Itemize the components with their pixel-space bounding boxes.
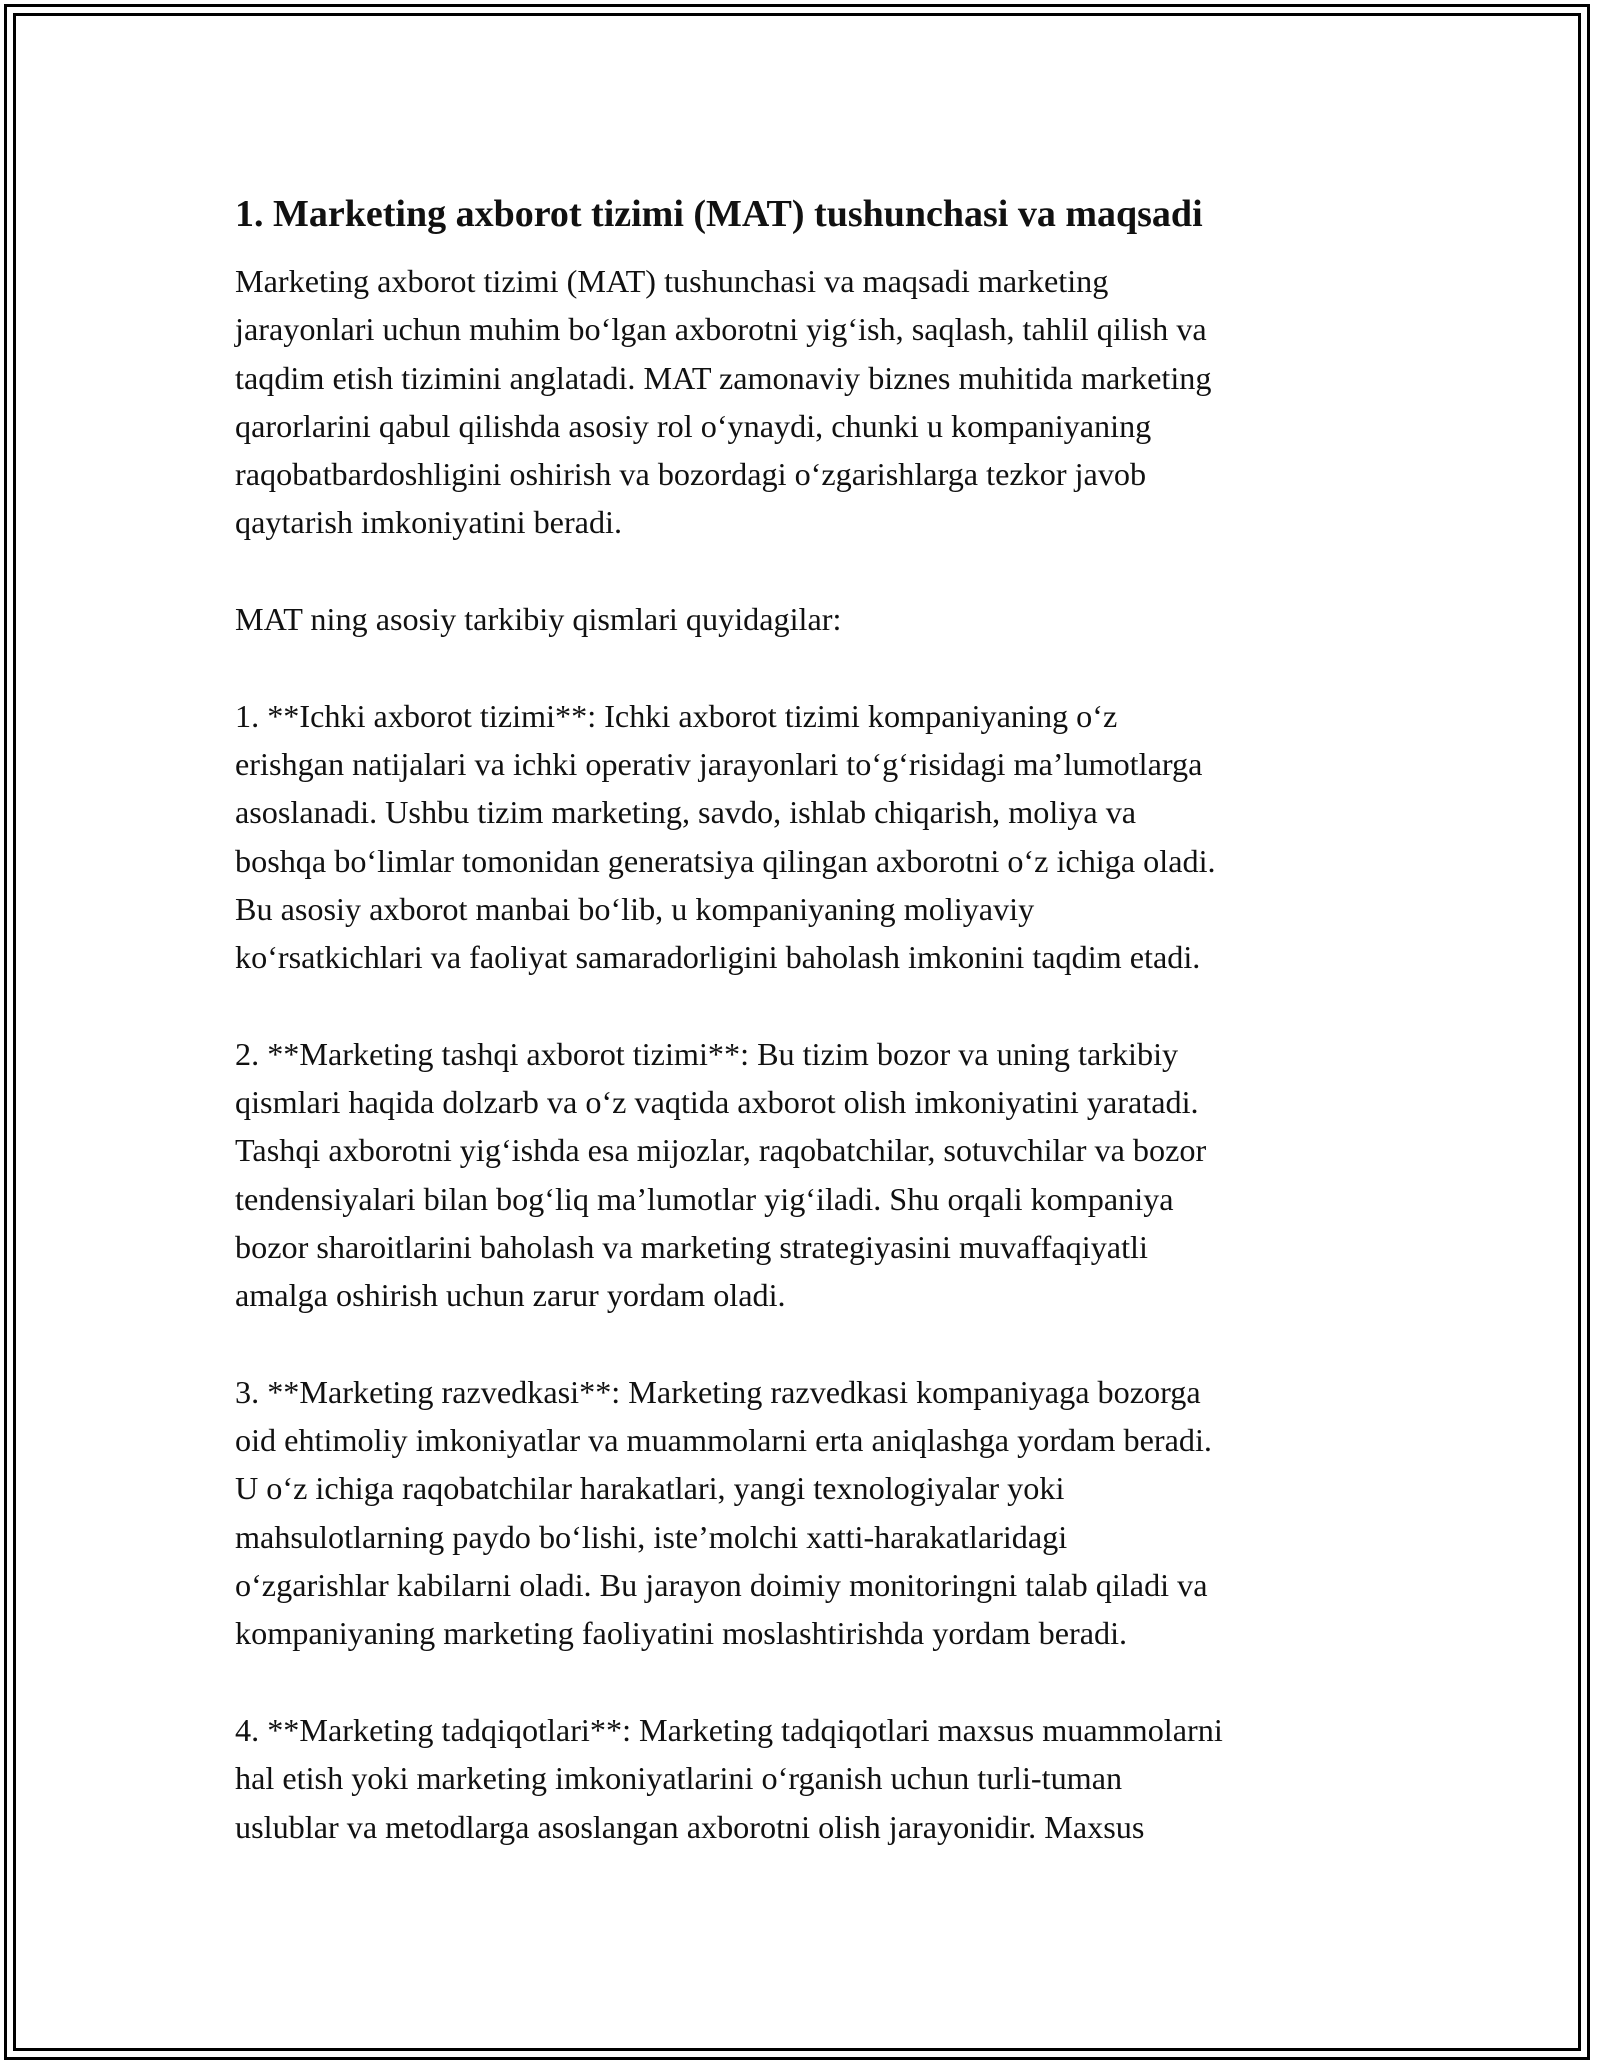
paragraph xyxy=(235,692,1365,982)
text-line: mahsulotlarning paydo bo‘lishi, iste’molchi xatti-harakatlaridagi xyxy=(235,1518,1068,1555)
text-line: qarorlarini qabul qilishda asosiy rol o‘ynaydi, chunki u kompaniyaning xyxy=(235,407,1152,444)
text-line: tendensiyalari bilan bog‘liq ma’lumotlar yig‘iladi. Shu orqali kompaniya xyxy=(235,1180,1174,1217)
section-heading: 1. Marketing axborot tizimi (MAT) tushunchasi va maqsadi xyxy=(235,193,1203,235)
document-body xyxy=(235,185,1365,1899)
text-line: 1. **Ichki axborot tizimi**: Ichki axborot tizimi kompaniyaning o‘z xyxy=(235,697,1118,734)
text-line: Marketing axborot tizimi (MAT) tushunchasi va maqsadi marketing xyxy=(235,263,1109,299)
text-line: jarayonlari uchun muhim bo‘lgan axborotni yig‘ish, saqlash, tahlil qilish va xyxy=(235,311,1207,348)
text-line: kompaniyaning marketing faoliyatini moslashtirishda yordam beradi. xyxy=(235,1615,1128,1652)
text-line: boshqa bo‘limlar tomonidan generatsiya qilingan axborotni o‘z ichiga oladi. xyxy=(235,842,1216,879)
text-line: U o‘z ichiga raqobatchilar harakatlari, yangi texnologiyalar yoki xyxy=(235,1470,1065,1507)
text-line: 3. **Marketing razvedkasi**: Marketing razvedkasi kompaniyaga bozorga xyxy=(235,1373,1201,1410)
text-line: MAT ning asosiy tarkibiy qismlari quyidagilar: xyxy=(235,601,842,638)
text-line: ko‘rsatkichlari va faoliyat samaradorligini baholash imkonini taqdim etadi. xyxy=(235,939,1201,976)
text-line: raqobatbardoshligini oshirish va bozordagi o‘zgarishlarga tezkor javob xyxy=(235,456,1147,493)
text-line: oid ehtimoliy imkoniyatlar va muammolarni erta aniqlashga yordam beradi. xyxy=(235,1422,1212,1459)
text-line: qaytarish imkoniyatini beradi. xyxy=(235,504,623,541)
text-line: hal etish yoki marketing imkoniyatlarini o‘rganish uchun turli-tuman xyxy=(235,1760,1123,1797)
text-line: bozor sharoitlarini baholash va marketing strategiyasini muvaffaqiyatli xyxy=(235,1228,1148,1265)
text-line: asoslanadi. Ushbu tizim marketing, savdo, ishlab chiqarish, moliya va xyxy=(235,794,1137,831)
text-line: Tashqi axborotni yig‘ishda esa mijozlar, raqobatchilar, sotuvchilar va bozor xyxy=(235,1132,1207,1169)
text-line: 2. **Marketing tashqi axborot tizimi**: Bu tizim bozor va uning tarkibiy xyxy=(235,1035,1179,1072)
paragraph xyxy=(235,257,1365,547)
text-line: Bu asosiy axborot manbai bo‘lib, u kompaniyaning moliyaviy xyxy=(235,890,1035,927)
text-line: erishgan natijalari va ichki operativ jarayonlari to‘g‘risidagi ma’lumotlarga xyxy=(235,745,1203,782)
paragraph xyxy=(235,1030,1365,1320)
text-line: 4. **Marketing tadqiqotlari**: Marketing tadqiqotlari maxsus muammolarni xyxy=(235,1711,1223,1748)
text-line: o‘zgarishlar kabilarni oladi. Bu jarayon doimiy monitoringni talab qiladi va xyxy=(235,1567,1208,1604)
text-line: amalga oshirish uchun zarur yordam oladi. xyxy=(235,1277,786,1314)
paragraph-list xyxy=(235,257,1365,1851)
text-line: taqdim etish tizimini anglatadi. MAT zamonaviy biznes muhitida marketing xyxy=(235,359,1212,396)
paragraph xyxy=(235,595,1365,643)
paragraph xyxy=(235,1706,1365,1851)
paragraph xyxy=(235,1368,1365,1658)
text-line: qismlari haqida dolzarb va o‘z vaqtida axborot olish imkoniyatini yaratadi. xyxy=(235,1084,1199,1121)
text-line: uslublar va metodlarga asoslangan axborotni olish jarayonidir. Maxsus xyxy=(235,1808,1145,1845)
